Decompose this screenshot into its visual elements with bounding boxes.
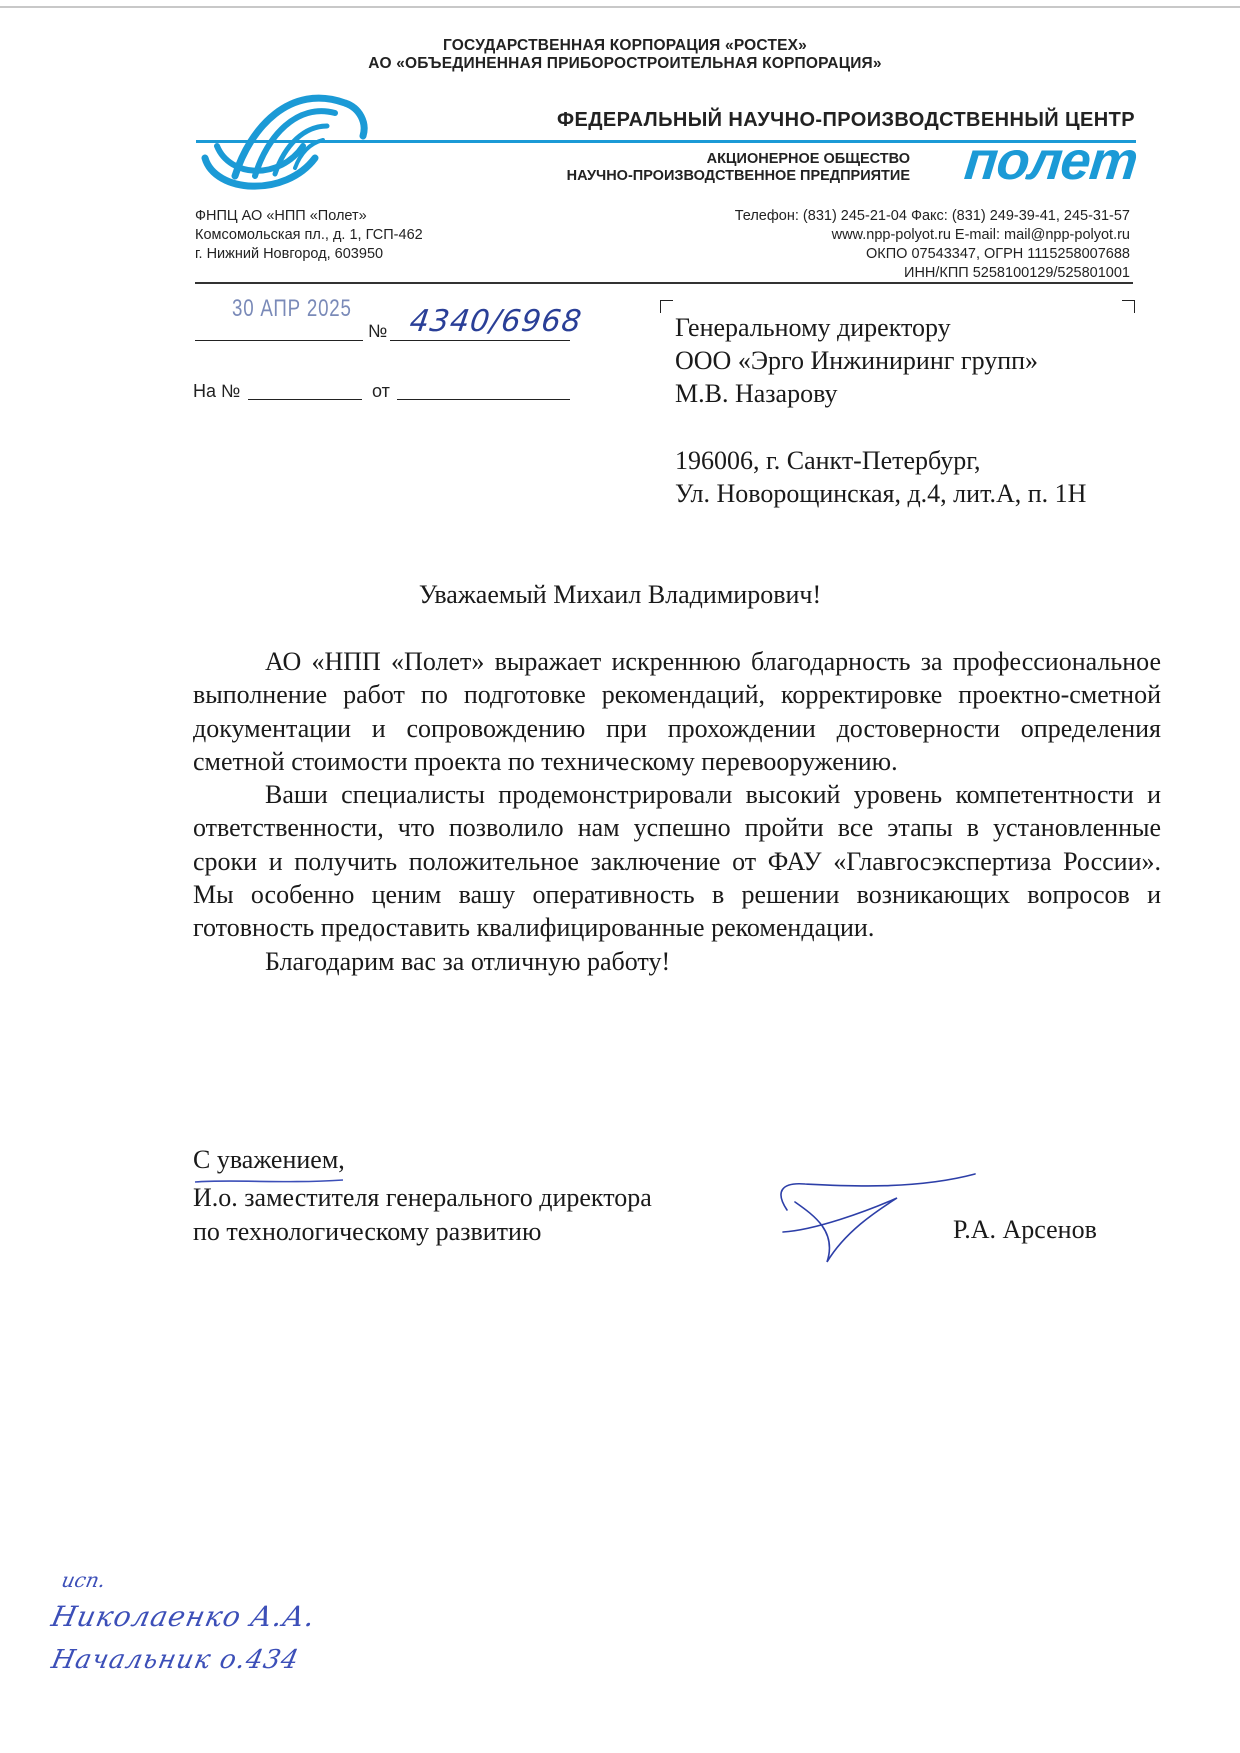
npp-label: НАУЧНО-ПРОИЗВОДСТВЕННОЕ ПРЕДПРИЯТИЕ <box>566 168 910 184</box>
reply-to-label: На № <box>193 381 241 401</box>
addressee-block <box>675 311 1038 410</box>
addressee-corner-right <box>1122 300 1135 313</box>
registration-number: 4340/6968 <box>407 304 585 339</box>
brand-logotype: полет <box>961 131 1141 191</box>
addressee-corner-left <box>660 300 673 313</box>
contact-line: Телефон: (831) 245-21-04 Факс: (831) 249-39-41, 245-31-57 <box>734 208 1130 224</box>
date-field-line <box>195 340 363 341</box>
number-field-line <box>390 340 570 341</box>
contact-line: ОКПО 07543347, ОГРН 1115258007688 <box>865 246 1130 262</box>
signer-name: Р.А. Арсенов <box>953 1215 1097 1244</box>
federal-center-title: ФЕДЕРАЛЬНЫЙ НАУЧНО-ПРОИЗВОДСТВЕННЫЙ ЦЕНТР <box>556 109 1135 131</box>
company-logo-icon <box>195 88 375 198</box>
executor-name: Николаенко А.А. <box>48 1600 319 1633</box>
corporation-line-1: ГОСУДАРСТВЕННАЯ КОРПОРАЦИЯ «РОСТЕХ» <box>442 37 808 54</box>
addressee-address <box>675 444 1086 510</box>
sender-line: ФНПЦ АО «НПП «Полет» <box>195 208 367 224</box>
reply-number-line <box>248 399 362 400</box>
addressee-line: ООО «Эрго Инжиниринг групп» <box>675 346 1039 375</box>
sender-line: Комсомольская пл., д. 1, ГСП-462 <box>195 227 423 243</box>
page-top-edge <box>0 6 1240 8</box>
body-paragraph: Благодарим вас за отличную работу! <box>265 946 671 976</box>
sender-contacts <box>735 207 1130 283</box>
executor-label: исп. <box>59 1568 108 1592</box>
greeting: Уважаемый Михаил Владимирович! <box>418 580 822 609</box>
ao-label: АКЦИОНЕРНОЕ ОБЩЕСТВО <box>706 151 910 167</box>
from-label: от <box>372 381 390 401</box>
executor-position: Начальник о.434 <box>48 1645 302 1675</box>
contact-line: ИНН/КПП 5258100129/525801001 <box>904 265 1130 281</box>
closing-phrase: С уважением, <box>193 1145 345 1174</box>
address-line: 196006, г. Санкт-Петербург, <box>675 446 981 475</box>
number-label: № <box>368 321 388 341</box>
contact-line: www.npp-polyot.ru E-mail: mail@npp-polyot.ru <box>831 227 1130 243</box>
header-bottom-divider <box>195 282 1133 284</box>
corporation-line-2: АО «ОБЪЕДИНЕННАЯ ПРИБОРОСТРОИТЕЛЬНАЯ КОРПОРАЦИЯ» <box>368 55 882 72</box>
reply-date-line <box>397 399 570 400</box>
position-line: по технологическому развитию <box>193 1217 542 1246</box>
sender-line: г. Нижний Новгород, 603950 <box>195 246 384 262</box>
body-paragraph: Ваши специалисты продемонстрировали высокий уровень компетентности и ответственности, что позволило нам успешно пройти все этапы в установленные сроки и получить положительное заключение от ФАУ «Главгосэкспертиза России». Мы особенно ценим вашу оперативность в решении возникающих вопросов и готовность предоставить квалифицированные рекомендации. <box>193 780 1161 943</box>
addressee-line: М.В. Назарову <box>675 379 838 408</box>
body-paragraph: АО «НПП «Полет» выражает искреннюю благодарность за профессиональное выполнение работ по подготовке рекомендаций, корректировке проектно-сметной документации и сопровождению при прохождении достоверности определения сметной стоимости проекта по техническому перевооружению. <box>193 647 1161 776</box>
signer-position <box>193 1181 652 1249</box>
letter-body <box>193 645 1161 978</box>
date-stamp: 30 АПР 2025 <box>232 295 352 322</box>
position-line: И.о. заместителя генерального директора <box>193 1183 652 1212</box>
address-line: Ул. Новорощинская, д.4, лит.А, п. 1Н <box>675 479 1087 508</box>
addressee-line: Генеральному директору <box>675 313 951 342</box>
sender-address <box>195 207 423 264</box>
